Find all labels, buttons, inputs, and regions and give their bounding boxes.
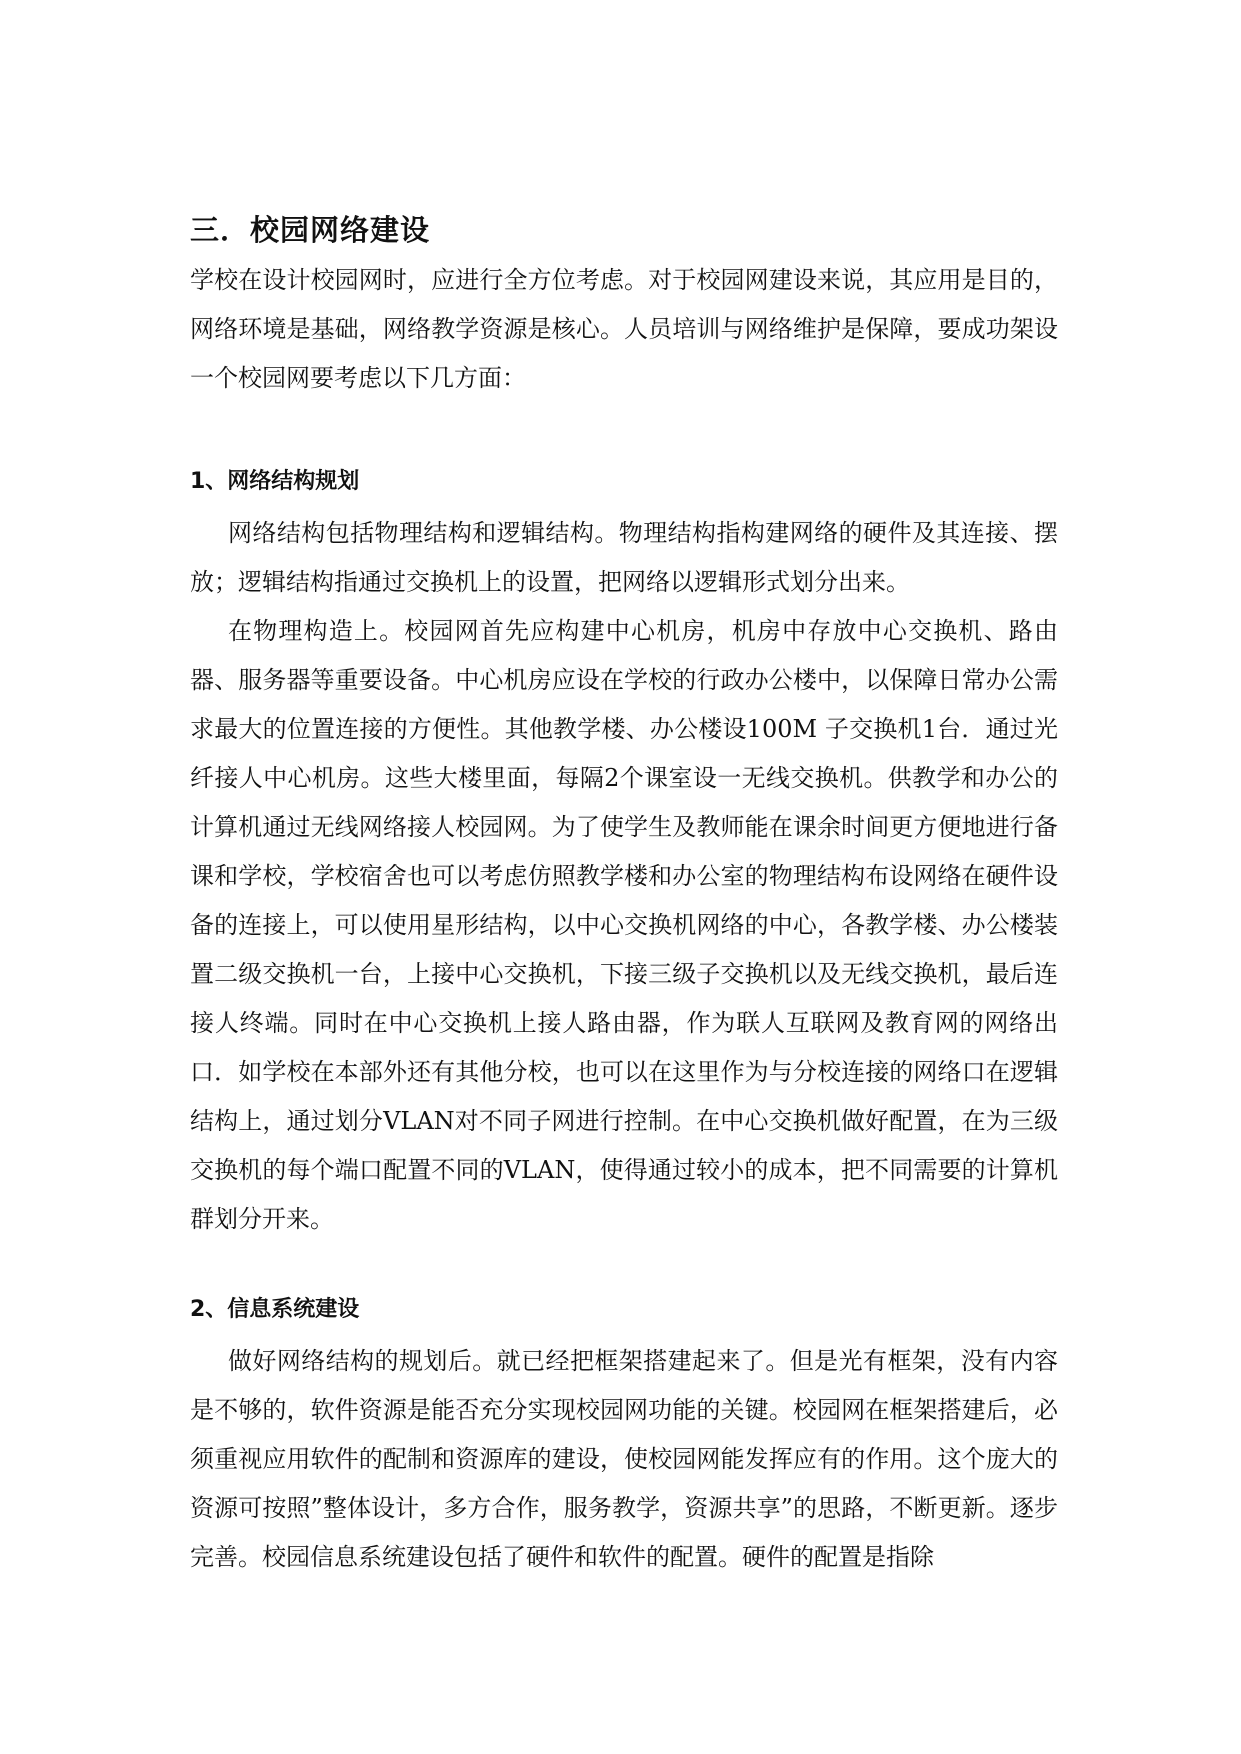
paragraph-physical-structure: 在物理构造上。校园网首先应构建中心机房，机房中存放中心交换机、路由器、服务器等重要设备。中心机房应设在学校的行政办公楼中，以保障日常办公需求最大的位置连接的方便性。其他教学楼、办公楼设100M 子交换机1台．通过光纤接人中心机房。这些大楼里面，每隔2个课室设一无线交换机。供教学和办公的计算机通过无线网络接人校园网。为了使学生及教师能在课余时间更方便地进行备课和学校，学校宿舍也可以考虑仿照教学楼和办公室的物理结构布设网络在硬件设备的连接上，可以使用星形结构，以中心交换机网络的中心，各教学楼、办公楼装置二级交换机一台，上接中心交换机，下接三级子交换机以及无线交换机，最后连接人终端。同时在中心交换机上接人路由器，作为联人互联网及教育网的网络出口．如学校在本部外还有其他分校，也可以在这里作为与分校连接的网络口在逻辑结构上，通过划分VLAN对不同子网进行控制。在中心交换机做好配置，在为三级交换机的每个端口配置不同的VLAN，使得通过较小的成本，把不同需要的计算机群划分开来。 <box>190 617 1058 1233</box>
intro-paragraph: 学校在设计校园网时，应进行全方位考虑。对于校园网建设来说，其应用是目的，网络环境是基础，网络教学资源是核心。人员培训与网络维护是保障，要成功架设一个校园网要考虑以下几方面： <box>190 266 1058 392</box>
section-heading-network-structure: 1、网络结构规划 <box>190 469 360 494</box>
document-title: 三．校园网络建设 <box>190 213 431 247</box>
document-body <box>190 210 1058 1582</box>
paragraph-structure-definition: 网络结构包括物理结构和逻辑结构。物理结构指构建网络的硬件及其连接、摆放；逻辑结构指通过交换机上的设置，把网络以逻辑形式划分出来。 <box>190 519 1058 596</box>
section-heading-information-system: 2、信息系统建设 <box>190 1297 360 1322</box>
paragraph-information-system: 做好网络结构的规划后。就已经把框架搭建起来了。但是光有框架，没有内容是不够的，软件资源是能否充分实现校园网功能的关键。校园网在框架搭建后，必须重视应用软件的配制和资源库的建设，使校园网能发挥应有的作用。这个庞大的资源可按照”整体设计，多方合作，服务教学，资源共享”的思路，不断更新。逐步完善。校园信息系统建设包括了硬件和软件的配置。硬件的配置是指除 <box>190 1347 1058 1571</box>
